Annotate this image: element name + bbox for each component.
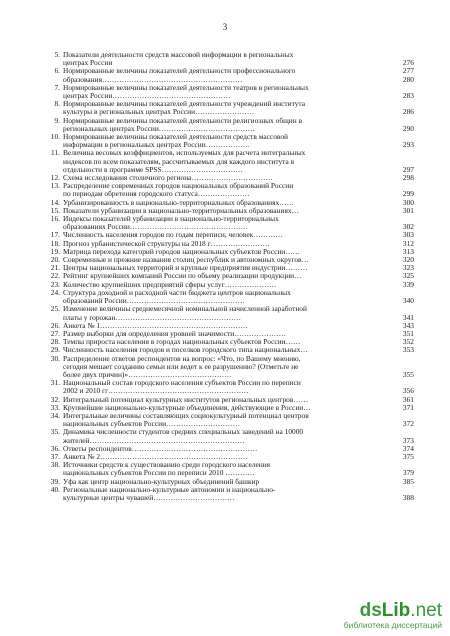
toc-entry-page: 373 xyxy=(402,435,414,445)
toc-entry-page: 371 xyxy=(402,402,414,412)
toc-entry-line: Нормированные величины показателей деятельности религиозных общин в xyxy=(63,115,303,125)
toc-entry-page: 353 xyxy=(402,345,414,355)
toc-entry-number: 30. xyxy=(50,353,60,363)
toc-entry-page: 303 xyxy=(402,230,414,240)
toc-entry-line: индексов по всем показателям, рассчитываемых для каждого института в xyxy=(63,156,295,166)
toc-entry-page: 276 xyxy=(402,58,414,68)
toc-entry xyxy=(44,51,414,67)
toc-entry-number: 10. xyxy=(50,132,60,142)
watermark-subtitle: библиотека диссертаций xyxy=(343,620,442,630)
toc-entry-line: жителей……………………………………………………… xyxy=(63,435,245,445)
toc-entry-title xyxy=(63,84,388,100)
table-of-contents xyxy=(44,51,414,502)
toc-entry-page: 300 xyxy=(402,197,414,207)
toc-entry-line: отдельности в программе SPSS…………………………… xyxy=(63,164,243,174)
toc-entry-line: Нормированные величины показателей деятельности учреждений института xyxy=(63,99,306,109)
toc-entry-number: 36. xyxy=(50,443,60,453)
toc-entry-line: Численность населения городов и поселков городского типа национальных… xyxy=(63,345,308,355)
toc-entry-number: 32. xyxy=(50,394,60,404)
toc-entry-title xyxy=(63,117,388,133)
toc-entry-title xyxy=(63,412,388,428)
toc-entry-line: Показатели деятельности средств массовой информации в региональных xyxy=(63,50,294,59)
toc-entry-number: 26. xyxy=(50,320,60,330)
toc-entry xyxy=(44,149,414,174)
toc-entry-number: 15. xyxy=(50,205,60,215)
toc-entry xyxy=(44,117,414,133)
toc-entry-line: центрах России………………………………………… xyxy=(63,91,231,101)
toc-entry xyxy=(44,379,414,395)
toc-entry-line: национальных субъектов России по переписи 2010 ………… xyxy=(63,468,255,478)
toc-entry-page: 340 xyxy=(402,296,414,306)
toc-entry-line: Структура доходной и расходной части бюджета центров национальных xyxy=(63,287,291,297)
toc-entry-number: 29. xyxy=(50,345,60,355)
toc-entry-line: Количество крупнейших предприятий сферы услуг………………… xyxy=(63,279,277,289)
toc-entry-number: 33. xyxy=(50,402,60,412)
toc-entry-line: центрах России xyxy=(63,58,113,68)
toc-entry xyxy=(44,305,414,321)
toc-entry-line: Прогноз урбанистической структуры на 2018 г…………………… xyxy=(63,238,270,248)
toc-entry-line: Ответы респондентов…………………………………………… xyxy=(63,443,258,453)
toc-entry-line: образования………………………………………………… xyxy=(63,74,243,84)
toc-entry xyxy=(44,412,414,428)
toc-entry-line: культурные центры чувашей…………………………… xyxy=(63,492,235,502)
toc-entry-line: Урбанизированность в национально-территориальных образованиях…… xyxy=(63,197,294,207)
toc-entry-line: Национальный состав городского населения субъектов России по переписи xyxy=(63,378,301,388)
toc-entry-number: 40. xyxy=(50,484,60,494)
toc-entry-page: 355 xyxy=(402,369,414,379)
toc-entry-title xyxy=(63,461,388,477)
toc-entry-line: Динамика численности студентов средних специальных заведений на 10000 xyxy=(63,427,304,437)
toc-entry-page: 297 xyxy=(402,164,414,174)
toc-entry-page: 320 xyxy=(402,255,414,265)
toc-entry-page: 277 280 xyxy=(402,66,414,84)
toc-entry-number: 21. xyxy=(50,263,60,273)
toc-entry-number: 38. xyxy=(50,460,60,470)
toc-entry-page: 374 xyxy=(402,443,414,453)
toc-entry-number: 5. xyxy=(54,50,60,59)
toc-entry-page: 323 xyxy=(402,263,414,273)
toc-entry-page: 351 xyxy=(402,328,414,338)
toc-entry-number: 16. xyxy=(50,214,60,224)
toc-entry-title xyxy=(63,305,388,321)
toc-entry xyxy=(44,428,414,444)
toc-entry-page: 325 xyxy=(402,271,414,281)
toc-entry-line: образований России………………………………………… xyxy=(63,296,245,306)
toc-entry-line: национальных субъектов России………………………… xyxy=(63,419,240,429)
toc-entry-page: 356 xyxy=(402,386,414,396)
toc-entry-number: 34. xyxy=(50,410,60,420)
toc-entry-number: 39. xyxy=(50,476,60,486)
toc-entry-line: Матрица перехода категорий городов национальных субъектов России…… xyxy=(63,246,301,256)
toc-entry-line: Центры национальных территорий и крупные предприятия индустрии……… xyxy=(63,263,308,273)
toc-entry-number: 22. xyxy=(50,271,60,281)
toc-entry-line: Изменение величины среднемесячной номинальной начисленной заработной xyxy=(63,304,307,314)
toc-entry-number: 27. xyxy=(50,328,60,338)
page-number: 3 xyxy=(222,22,228,32)
toc-entry-page: 302 xyxy=(402,222,414,232)
toc-entry-page: 379 xyxy=(402,468,414,478)
toc-entry-line: региональных центрах России………………………………… xyxy=(63,123,255,133)
toc-entry-line: Нормированные величины показателей деятельности средств массовой xyxy=(63,132,288,142)
toc-entry-title xyxy=(63,428,388,444)
toc-entry xyxy=(44,461,414,477)
toc-entry xyxy=(44,133,414,149)
toc-entry-number: 11. xyxy=(51,148,60,158)
toc-entry-number: 9. xyxy=(54,115,60,125)
toc-entry-title xyxy=(63,182,388,198)
toc-entry-page: 352 xyxy=(402,337,414,347)
toc-entry-page: 375 xyxy=(402,451,414,461)
toc-entry-page: 385 xyxy=(402,476,414,486)
toc-entry-number: 6. xyxy=(54,66,60,76)
toc-entry-page: 301 xyxy=(402,205,414,215)
toc-entry-number: 19. xyxy=(50,246,60,256)
toc-entry-page: 286 xyxy=(402,107,414,117)
toc-entry-line: Индексы показателей урбанизации в национально-территориальных xyxy=(63,214,279,224)
toc-entry-line: Величина весовых коэффициентов, используемых для расчета интегральных xyxy=(63,148,306,158)
toc-entry-number: 37. xyxy=(50,451,60,461)
watermark xyxy=(344,601,442,630)
toc-entry-number: 23. xyxy=(50,279,60,289)
toc-entry-line: по периодам обретения городского статуса………………… xyxy=(63,189,250,199)
toc-entry xyxy=(44,182,414,198)
toc-entry-number: 35. xyxy=(50,427,60,437)
toc-entry-page: 312 xyxy=(402,238,414,248)
toc-entry-line: более двух причин)»…………………………………… xyxy=(63,369,232,379)
toc-entry-line: Анкета № 2…………………………………………………… xyxy=(63,451,248,461)
toc-entry-line: Показатели урбанизации в национально-территориальных образованиях… xyxy=(63,205,299,215)
toc-entry-title xyxy=(63,100,388,116)
toc-entry-line: Нормированные величины показателей деятельности профессионального xyxy=(63,66,296,76)
toc-entry xyxy=(44,215,414,231)
toc-entry xyxy=(44,355,414,380)
toc-entry-line: Схема исследования столичного региона…………………………… xyxy=(63,173,273,183)
toc-entry-line: Источники средств к существованию среди городского населения xyxy=(63,460,271,470)
watermark-logo: dsLib.net xyxy=(359,600,442,621)
toc-entry xyxy=(44,100,414,116)
toc-entry-number: 25. xyxy=(50,304,60,314)
toc-entry-page: 299 xyxy=(402,189,414,199)
toc-entry-title xyxy=(63,355,388,380)
toc-entry-line: образованиях России………………………………………… xyxy=(63,222,249,232)
toc-entry-number: 7. xyxy=(54,82,60,92)
toc-entry-line: Уфа как центр национально-культурных объединений башкир xyxy=(63,476,260,486)
toc-entry xyxy=(44,486,414,502)
toc-entry-line: Интегральный потенциал культурных институтов региональных центров…… xyxy=(63,394,309,404)
toc-entry-line: платы у горожан…………………………………………… xyxy=(63,312,242,322)
toc-entry-title xyxy=(63,486,388,502)
toc-entry-line: Распределение современных городов национальных образований России xyxy=(63,181,294,191)
toc-entry-number: 20. xyxy=(50,255,60,265)
toc-entry-page: 341 xyxy=(402,312,414,322)
toc-entry-page: 388 xyxy=(402,492,414,502)
toc-entry-title xyxy=(63,149,388,174)
toc-entry-number: 13. xyxy=(50,181,60,191)
toc-entry-line: информации в региональных центрах России……………… xyxy=(63,140,251,150)
toc-entry-line: Анкета № 1…………………………………………………… xyxy=(63,320,248,330)
toc-entry-page: 298 xyxy=(402,173,414,183)
toc-entry-number: 18. xyxy=(50,238,60,248)
toc-entry-page: 361 xyxy=(402,394,414,404)
toc-entry-page: 283 xyxy=(402,91,414,101)
toc-entry-title xyxy=(63,67,388,83)
toc-entry-page: 372 xyxy=(402,419,414,429)
toc-entry xyxy=(44,84,414,100)
toc-entry-number: 24. xyxy=(50,287,60,297)
toc-entry-number: 14. xyxy=(50,197,60,207)
toc-entry-line: Темпы прироста населения в городах национальных субъектов России…… xyxy=(63,337,301,347)
toc-entry-line: 2002 и 2010 гг………………………………………………… xyxy=(63,386,249,396)
toc-entry-number: 17. xyxy=(50,230,60,240)
toc-entry-line: сегодня мешает созданию семьи или ведет к ее разрушению? (Отметьте не xyxy=(63,361,299,371)
toc-entry-line: Интегральные величины составляющих социокультурный потенциал центров xyxy=(63,410,309,420)
toc-entry-number: 31. xyxy=(50,378,60,388)
toc-entry-number: 12. xyxy=(50,173,60,183)
toc-entry-line: Нормированные величины показателей деятельности театров в региональных xyxy=(63,82,309,92)
toc-entry-line: Крупнейшие национально-культурные объединения, действующие в России… xyxy=(63,402,311,412)
toc-entry-title xyxy=(63,51,388,67)
toc-entry-page: 343 xyxy=(402,320,414,330)
toc-entry-title xyxy=(63,289,388,305)
toc-entry-title xyxy=(63,379,388,395)
toc-entry-page: 339 xyxy=(402,279,414,289)
toc-entry-line: культуры в региональных центрах России…………………… xyxy=(63,107,255,117)
toc-entry-line: Рейтинг крупнейших компаний России по объему реализации продукции… xyxy=(63,271,302,281)
toc-entry-number: 28. xyxy=(50,337,60,347)
toc-entry xyxy=(44,289,414,305)
toc-entry-line: Современные и прежние названия столиц республик и автономных округов… xyxy=(63,255,309,265)
toc-entry-line: Численность населения городов по годам переписи, человек………… xyxy=(63,230,283,240)
toc-entry xyxy=(44,67,414,83)
toc-entry-line: Размер выборки для определения уровней значимости………………… xyxy=(63,328,286,338)
toc-entry-page: 290 xyxy=(402,123,414,133)
toc-entry-title xyxy=(63,215,388,231)
toc-entry-title xyxy=(63,133,388,149)
toc-entry-line: Распределение ответов респондентов на вопрос: «Что, по Вашему мнению, xyxy=(63,353,301,363)
toc-entry-number: 8. xyxy=(54,99,60,109)
toc-entry-line: Региональные национально-культурные автономии и национально- xyxy=(63,484,276,494)
toc-entry-page: 293 xyxy=(402,140,414,150)
toc-entry-page: 313 xyxy=(402,246,414,256)
